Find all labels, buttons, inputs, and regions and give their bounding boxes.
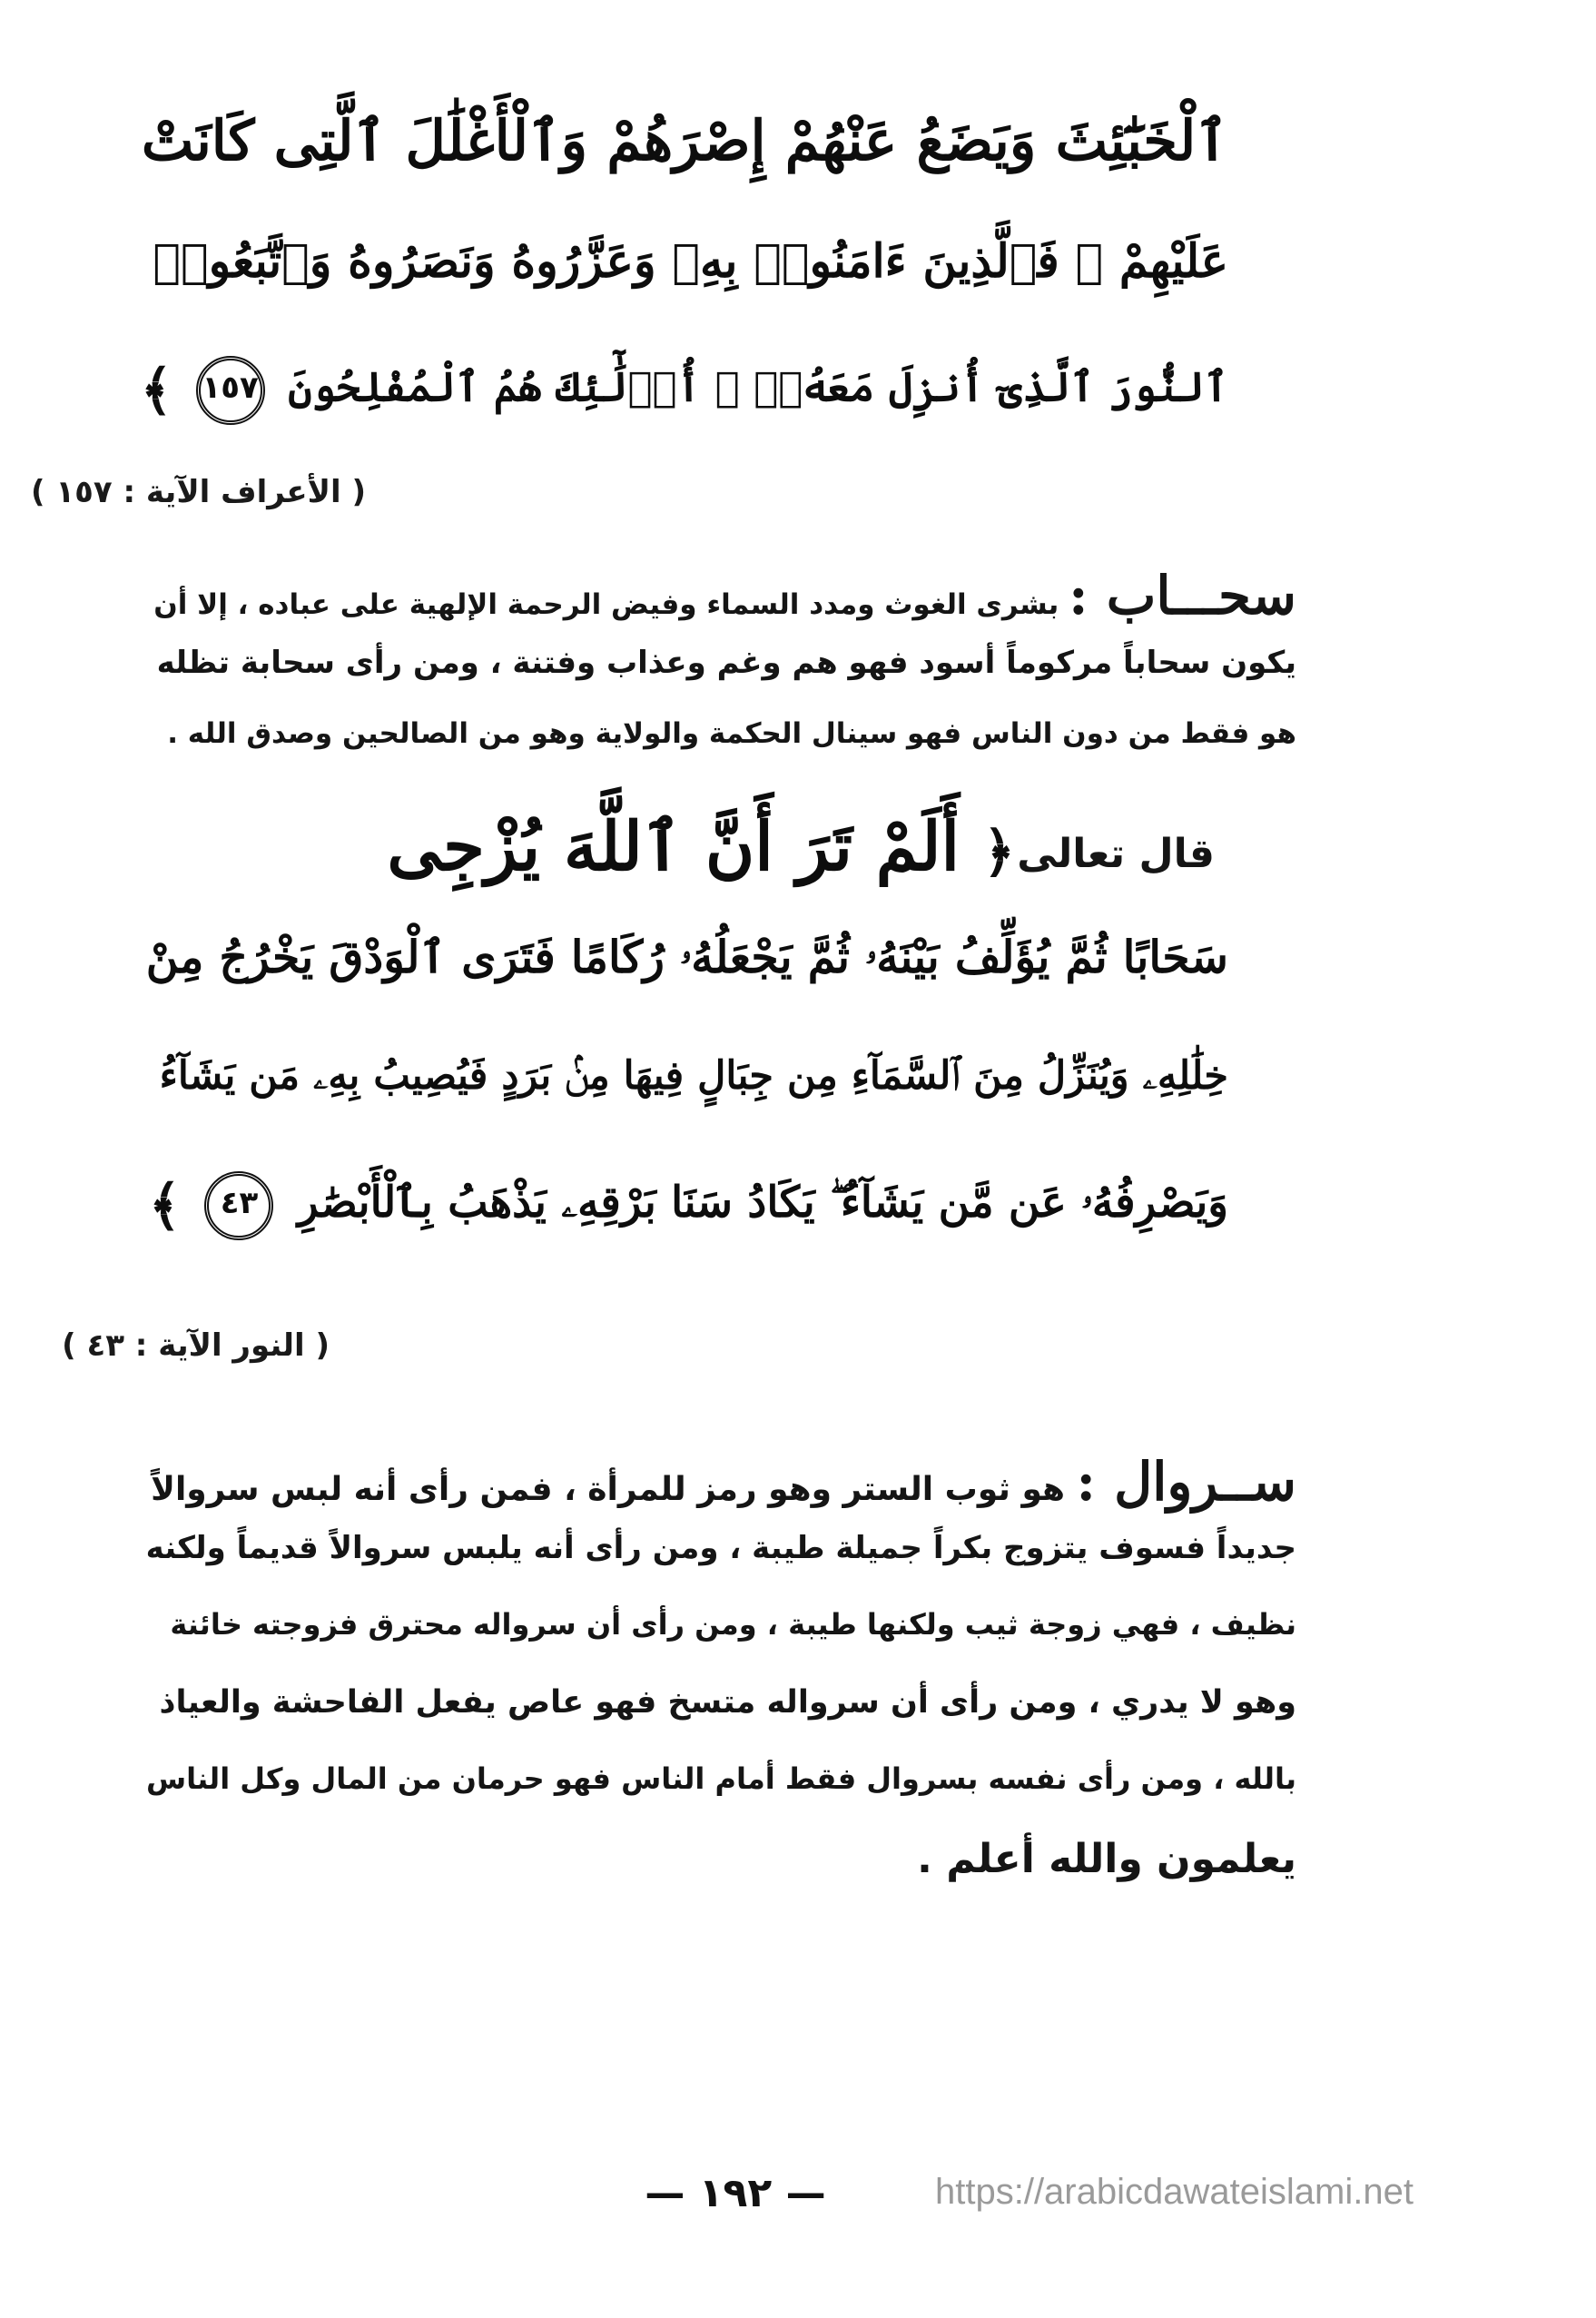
opening-quran-bracket: ﴿ — [982, 820, 1015, 884]
entry-sahab-line-1 — [153, 565, 1296, 626]
verse-157-line-2: عَلَيْهِمْ ۚ فَٱلَّذِينَ ءَامَنُوا۟ بِهِۦ وَعَزَّرُوهُ وَنَصَرُوهُ وَٱتَّبَعُوا۟ — [153, 234, 1228, 289]
entry-sahab-line-1-text: بشرى الغوث ومدد السماء وفيض الرحمة الإلهية على عباده ، إلا أن — [153, 588, 1059, 621]
entry-sirwal-line-1 — [151, 1451, 1296, 1513]
verse-43-line-4 — [149, 1171, 1228, 1240]
ayah-number-157-medallion: ١٥٧ — [196, 356, 265, 425]
verse-43-line-3: خِلَٰلِهِۦ وَيُنَزِّلُ مِنَ ٱلسَّمَآءِ مِن جِبَالٍ فِيهَا مِنۢ بَرَدٍ فَيُصِيبُ بِهِۦ مَن يَشَآءُ — [159, 1053, 1228, 1099]
verse-157-reference: ( الأعراف الآية : ١٥٧ ) — [31, 474, 366, 510]
entry-sahab-intro: قال تعالى — [1017, 831, 1215, 877]
entry-sirwal-line-4: وهو لا يدري ، ومن رأى أن سرواله متسخ فهو عاص يفعل الفاحشة والعياذ — [159, 1684, 1296, 1721]
ayah-number-43-medallion: ٤٣ — [204, 1171, 273, 1240]
entry-sirwal-line-6: يعلمون والله أعلم . — [917, 1836, 1296, 1882]
entry-sahab-line-2: يكون سحاباً مركوماً أسود فهو هم وغم وعذاب وفتنة ، ومن رأى سحابة تظله — [156, 645, 1296, 681]
entry-sahab-line-3: هو فقط من دون الناس فهو سينال الحكمة والولاية وهو من الصالحين وصدق الله . — [167, 717, 1296, 750]
entry-sahab-term: سحـــاب : — [1069, 565, 1296, 626]
verse-43-line-4-text: وَيَصْرِفُهُۥ عَن مَّن يَشَآءُ ۖ يَكَادُ سَنَا بَرْقِهِۦ يَذْهَبُ بِٱلْأَبْصَٰرِ — [297, 1178, 1228, 1228]
verse-43-line-1-text: أَلَمْ تَرَ أَنَّ ٱللَّهَ يُزْجِى — [387, 808, 961, 886]
verse-43-reference: ( النور الآية : ٤٣ ) — [62, 1327, 330, 1364]
entry-sirwal-line-3: نظيف ، فهي زوجة ثيب ولكنها طيبة ، ومن رأى أن سرواله محترق فزوجته خائنة — [170, 1607, 1296, 1642]
closing-quran-bracket: ﴾ — [140, 359, 172, 422]
verse-43-line-2: سَحَابًا ثُمَّ يُؤَلِّفُ بَيْنَهُۥ ثُمَّ يَجْعَلُهُۥ رُكَامًا فَتَرَى ٱلْوَدْقَ يَخْرُجُ مِنْ — [145, 931, 1228, 983]
verse-157-line-3 — [141, 356, 1228, 425]
watermark-url: https://arabicdawateislami.net — [935, 2172, 1414, 2212]
entry-sirwal-term: ســروال : — [1076, 1451, 1296, 1513]
entry-sirwal-line-2: جديداً فسوف يتزوج بكراً جميلة طيبة ، ومن رأى أنه يلبس سروالاً قديماً ولكنه — [145, 1530, 1296, 1566]
verse-157-line-3-text: ٱلنُّورَ ٱلَّذِىٓ أُنزِلَ مَعَهُۥٓ ۙ أُو۟لَٰٓئِكَ هُمُ ٱلْمُفْلِحُونَ — [288, 362, 1228, 411]
entry-sirwal-line-1-text: هو ثوب الستر وهو رمز للمرأة ، فمن رأى أنه لبس سروالاً — [151, 1471, 1065, 1508]
verse-43-line-1 — [387, 808, 1015, 886]
page-number: — ١٩٢ — — [645, 2170, 826, 2216]
verse-157-line-1: ٱلْخَبَٰٓئِثَ وَيَضَعُ عَنْهُمْ إِصْرَهُمْ وَٱلْأَغْلَٰلَ ٱلَّتِى كَانَتْ — [141, 109, 1228, 173]
entry-sirwal-line-5: بالله ، ومن رأى نفسه بسروال فقط أمام الناس فهو حرمان من المال وكل الناس — [145, 1761, 1296, 1796]
closing-quran-bracket-43: ﴾ — [148, 1174, 182, 1238]
